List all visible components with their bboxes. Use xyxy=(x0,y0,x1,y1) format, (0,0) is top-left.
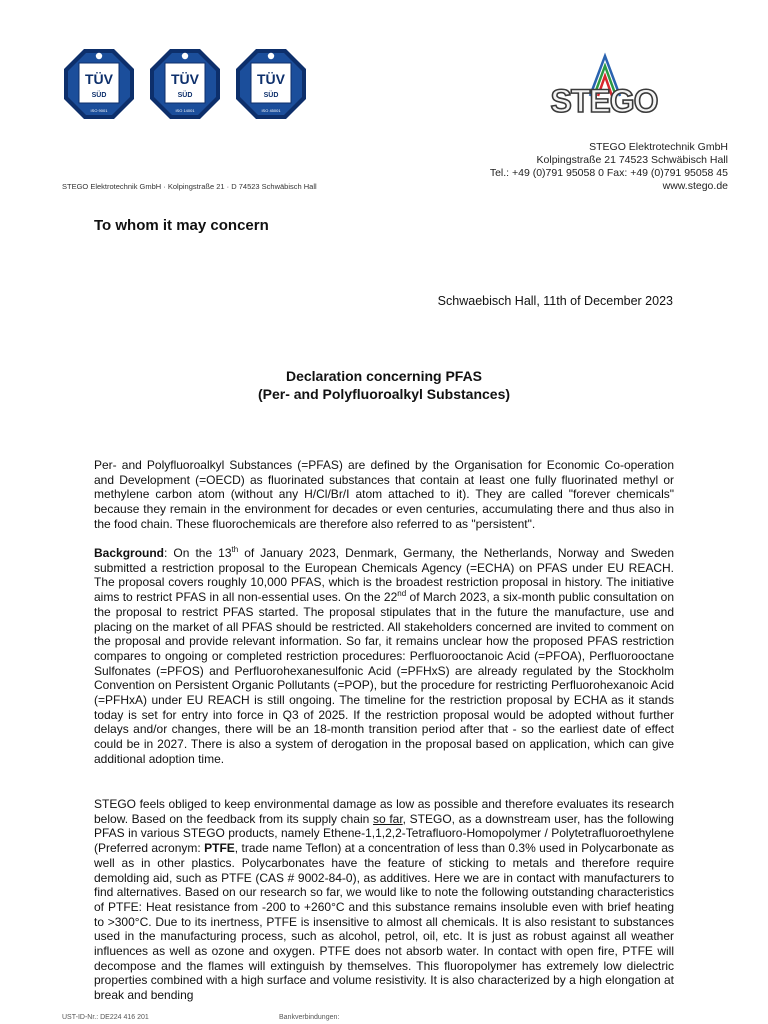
paragraph-stego-ptfe xyxy=(94,797,674,1003)
seal-sub: SÜD xyxy=(91,92,107,99)
sender-return-line: STEGO Elektrotechnik GmbH · Kolpingstraße 21 · D 74523 Schwäbisch Hall xyxy=(62,182,317,191)
company-address-block xyxy=(490,141,728,193)
company-website[interactable]: www.stego.de xyxy=(662,180,728,192)
footer-vat-id: UST-ID-Nr.: DE224 416 201 xyxy=(62,1014,149,1021)
seal-iso: ISO 45001 xyxy=(261,108,281,113)
p2-text-c: of March 2023, a six-month public consultation on the proposal to restrict PFAS started. The proposal stipulates that in the future the manufacture, use and placing on the market of all PFAS should be restricted. All stakeholders concerned are invited to comment on the proposal and provide relevant information. So far, it remains unclear how the proposed PFAS restriction compares to ongoing or completed restriction procedures: Perfluorooctanoic Acid (=PFOA), Perfluorooctane Sulfonates (=PFOS) and Perfluorohexanesulfonic Acid (=PFHxS) are already regulated by the Stockholm Convention on Persistent Organic Pollutants (=POP), but the procedure for restricting Perfluorohexanoic Acid (=PFHxA) under EU REACH is still ongoing. The timeline for the restriction proposal by ECHA as it stands today is set for entry into force in Q3 of 2025. If the restriction proposal would be adopted without further delays and/or changes, there will be an 18-month transition period after that - so the earliest date of effect could be in 2027. There is also a system of derogation in the proposal based on application, which can give additional adoption time. xyxy=(94,590,674,766)
paragraph-pfas-definition: Per- and Polyfluoroalkyl Substances (=PFAS) are defined by the Organisation for Economic Co-operation and Development (=OECD) as fluorinated substances that contain at least one fully fluorinated methyl or methylene carbon atom (without any H/Cl/Br/I atom attached to it). They are called "forever chemicals" because they remain in the environment for decades or even centuries, accumulating there and thus also in the food chain. These fluorochemicals are therefore also referred to as "persistent". xyxy=(94,458,674,531)
p2-sup-nd: nd xyxy=(397,589,407,599)
p3-text-c: , trade name Teflon) at a concentration of less than 0.3% used in Polycarbonate as well as in other plastics. Polycarbonates have the feature of sticking to metals and therefore require demolding aid, such as PTFE (CAS # 9002-84-0), as additives. Here we are in contact with manufacturers to find alternatives. Based on our research so far, we would like to note the following outstanding characteristics of PTFE: Heat resistance from -200 to +260°C and this substance remains insoluble even with brief heating to >300°C. Due to its inertness, PTFE is insensitive to almost all chemicals. It is also resistant to substances used in the manufacturing process, such as alcohol, petrol, oil, etc. It is just as robust against all weather influences as well as ozone and oxygen. PTFE does not absorb water. In contact with open fire, PTFE will decompose and the flames will extinguish by themselves. This fluoropolymer has extremely low dielectric properties combined with a high surface and volume resistivity. It is also characterized by a high elongation at break and bending xyxy=(94,841,674,1003)
seal-iso: ISO 14001 xyxy=(175,108,195,113)
seal-brand: TÜV xyxy=(85,71,113,87)
letter-date: Schwaebisch Hall, 11th of December 2023 xyxy=(437,294,673,308)
p2-text-a: : On the 13 xyxy=(164,546,232,560)
p3-underlined-so-far: so far xyxy=(373,811,403,826)
document-title: Declaration concerning PFAS xyxy=(285,368,483,384)
seal-iso: ISO 9001 xyxy=(90,108,108,113)
p3-ptfe-bold: PTFE xyxy=(204,841,235,856)
tuv-iso-14001-seal xyxy=(148,47,222,121)
seal-brand: TÜV xyxy=(171,71,199,87)
p2-text-b: of January 2023, Denmark, Germany, the Netherlands, Norway and Sweden submitted a restriction proposal to the European Chemicals Agency (=ECHA) on PFAS under EU REACH. The proposal covers roughly 10,000 PFAS, which is the broadest restriction proposal in history. The initiative aims to restrict PFAS in all non-essential uses. On the 22 xyxy=(94,546,674,605)
tuv-iso-45001-seal xyxy=(234,47,308,121)
p2-sup-th: th xyxy=(231,545,239,554)
company-name: STEGO Elektrotechnik GmbH xyxy=(589,141,728,153)
company-phone-fax: Tel.: +49 (0)791 95058 0 Fax: +49 (0)791 95058 45 xyxy=(489,167,728,179)
seal-sub: SÜD xyxy=(177,92,193,99)
background-label: Background xyxy=(94,546,165,560)
seal-brand: TÜV xyxy=(257,71,285,87)
logo-wordmark: STEGO xyxy=(550,83,658,119)
paragraph-background xyxy=(94,546,674,767)
salutation: To whom it may concern xyxy=(94,217,269,234)
seal-sub: SÜD xyxy=(263,92,279,99)
document-subtitle: (Per- and Polyfluoroalkyl Substances) xyxy=(257,386,511,402)
stego-logo xyxy=(530,52,678,122)
p3-text-b: , STEGO, as a downstream user, has the following PFAS in various STEGO products, namely Ethene-1,1,2,2-Tetrafluoro-Homopolymer / Polytetrafluoroethylene (Preferred acronym: xyxy=(94,811,674,856)
footer-bank-details: Bankverbindungen: xyxy=(279,1014,340,1021)
tuv-iso-9001-seal xyxy=(62,47,136,121)
p3-text-a: STEGO feels obliged to keep environmental damage as low as possible and therefore evaluates its research below. Based on the feedback from its supply chain xyxy=(94,797,674,826)
company-street: Kolpingstraße 21 74523 Schwäbisch Hall xyxy=(536,154,728,166)
